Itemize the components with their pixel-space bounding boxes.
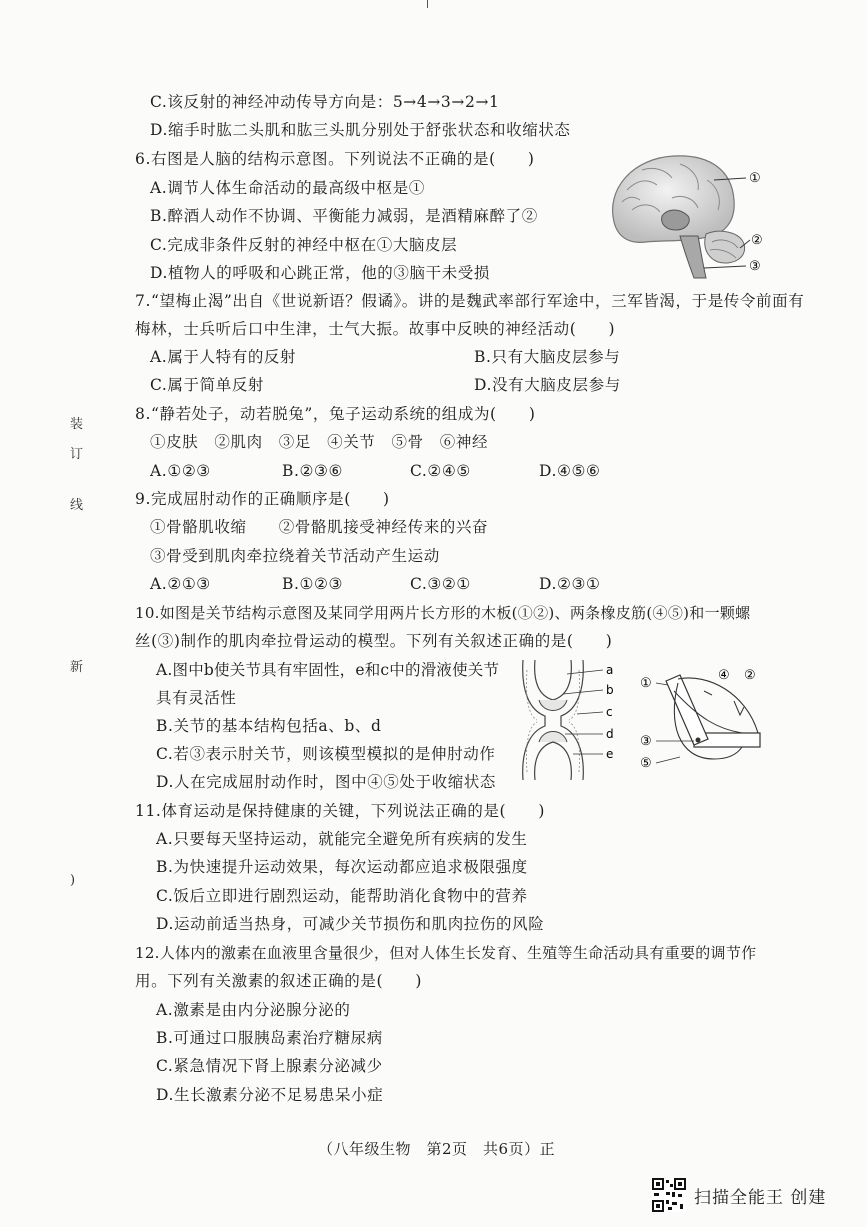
option-line: D.植物人的呼吸和心跳正常，他的③脑干未受损	[150, 264, 491, 282]
option-line: B.为快速提升运动效果，每次运动都应追求极限强度	[156, 858, 528, 876]
option-line: D.没有大脑皮层参与	[474, 376, 621, 394]
joint-label: e	[606, 747, 614, 761]
option-line: B.只有大脑皮层参与	[474, 348, 621, 366]
option-line: A.激素是由内分泌腺分泌的	[156, 1001, 351, 1019]
option-line: D.缩手时肱二头肌和肱三头肌分别处于舒张状态和收缩状态	[150, 121, 571, 139]
margin-mark: 订	[70, 447, 84, 462]
model-label: ⑤	[640, 756, 652, 771]
option-line: A.调节人体生命活动的最高级中枢是①	[150, 179, 425, 197]
option-line: D.运动前适当热身，可减少关节损伤和肌肉拉伤的风险	[156, 915, 545, 933]
option-line: C.饭后立即进行剧烈运动，能帮助消化食物中的营养	[156, 887, 528, 905]
option-line: C.紧急情况下肾上腺素分泌减少	[156, 1057, 383, 1075]
option-line: C.②④⑤	[410, 462, 471, 480]
question-12-stem: 用。下列有关激素的叙述正确的是( )	[135, 972, 422, 990]
option-line: C.③②①	[410, 575, 471, 593]
option-line: B.②③⑥	[282, 462, 344, 480]
model-label: ②	[744, 668, 756, 683]
question-9-stem: 9.完成屈肘动作的正确顺序是( )	[135, 490, 390, 508]
option-line: 具有灵活性	[156, 689, 237, 707]
joint-label: b	[606, 683, 614, 697]
question-6-stem: 6.右图是人脑的结构示意图。下列说法不正确的是( )	[135, 150, 535, 168]
question-8-stem: 8.“静若处子，动若脱兔”，兔子运动系统的组成为( )	[135, 405, 536, 423]
option-line: A.属于人特有的反射	[150, 348, 297, 366]
margin-mark: 新	[70, 660, 84, 675]
question-7-stem: 7.“望梅止渴”出自《世说新语？假谲》。讲的是魏武率部行军途中，三军皆渴，于是传令前面有	[135, 292, 805, 310]
option-line: B.①②③	[282, 575, 344, 593]
option-line: B.关节的基本结构包括a、b、d	[156, 717, 382, 735]
joint-label: d	[606, 727, 614, 741]
watermark-text: 扫描全能王 创建	[694, 1187, 827, 1208]
model-label: ①	[640, 676, 652, 691]
brainstem-shape	[680, 236, 706, 278]
muscle-model-diagram	[638, 663, 770, 779]
option-line: B.醉酒人动作不协调、平衡能力减弱，是酒精麻醉了②	[150, 207, 538, 225]
option-line: C.该反射的神经冲动传导方向是：5→4→3→2→1	[150, 93, 500, 111]
top-tick-mark	[427, 0, 428, 8]
item-list: ③骨受到肌肉牵拉绕着关节活动产生运动	[150, 547, 440, 565]
option-line: A.图中b使关节具有牢固性，e和c中的滑液使关节	[156, 661, 500, 679]
model-label: ④	[718, 668, 730, 683]
question-7-stem: 梅林，士兵听后口中生津，士气大振。故事中反映的神经活动( )	[135, 320, 616, 338]
option-line: C.若③表示肘关节，则该模型模拟的是伸肘动作	[156, 745, 496, 763]
option-line: D.人在完成屈肘动作时，图中④⑤处于收缩状态	[156, 773, 497, 791]
joint-label: a	[606, 663, 614, 677]
qr-code-icon	[652, 1178, 686, 1212]
brain-diagram	[602, 150, 772, 285]
margin-mark: )	[70, 873, 76, 888]
option-line: D.④⑤⑥	[539, 462, 601, 480]
item-list: ①皮肤 ②肌肉 ③足 ④关节 ⑤骨 ⑥神经	[150, 433, 489, 451]
cerebellum-shape	[705, 231, 745, 263]
option-line: A.只要每天坚持运动，就能完全避免所有疾病的发生	[156, 830, 528, 848]
question-10-stem: 10.如图是关节结构示意图及某同学用两片长方形的木板(①②)、两条橡皮筋(④⑤)和一颗螺	[135, 604, 751, 622]
page-footer: （八年级生物 第2页 共6页）正	[318, 1140, 556, 1158]
option-line: A.②①③	[150, 575, 211, 593]
option-line: A.①②③	[150, 462, 211, 480]
brain-label: ②	[751, 233, 763, 248]
brain-label: ③	[749, 259, 761, 274]
option-line: D.生长激素分泌不足易患呆小症	[156, 1086, 384, 1104]
question-10-stem: 丝(③)制作的肌肉牵拉骨运动的模型。下列有关叙述正确的是( )	[135, 632, 613, 650]
option-line: C.完成非条件反射的神经中枢在①大脑皮层	[150, 236, 458, 254]
question-12-stem: 12.人体内的激素在血液里含量很少，但对人体生长发育、生殖等生命活动具有重要的调节作	[135, 944, 757, 962]
joint-label: c	[606, 705, 613, 719]
item-list: ①骨骼肌收缩 ②骨骼肌接受神经传来的兴奋	[150, 518, 489, 536]
question-11-stem: 11.体育运动是保持健康的关键，下列说法正确的是( )	[135, 802, 546, 820]
margin-mark: 线	[70, 498, 84, 513]
option-line: D.②③①	[539, 575, 601, 593]
option-line: C.属于简单反射	[150, 376, 265, 394]
model-label: ③	[640, 734, 652, 749]
scanner-watermark	[652, 1178, 826, 1212]
margin-mark: 装	[70, 417, 84, 432]
joint-structure-diagram	[515, 660, 623, 780]
brain-label: ①	[749, 171, 761, 186]
option-line: B.可通过口服胰岛素治疗糖尿病	[156, 1029, 383, 1047]
